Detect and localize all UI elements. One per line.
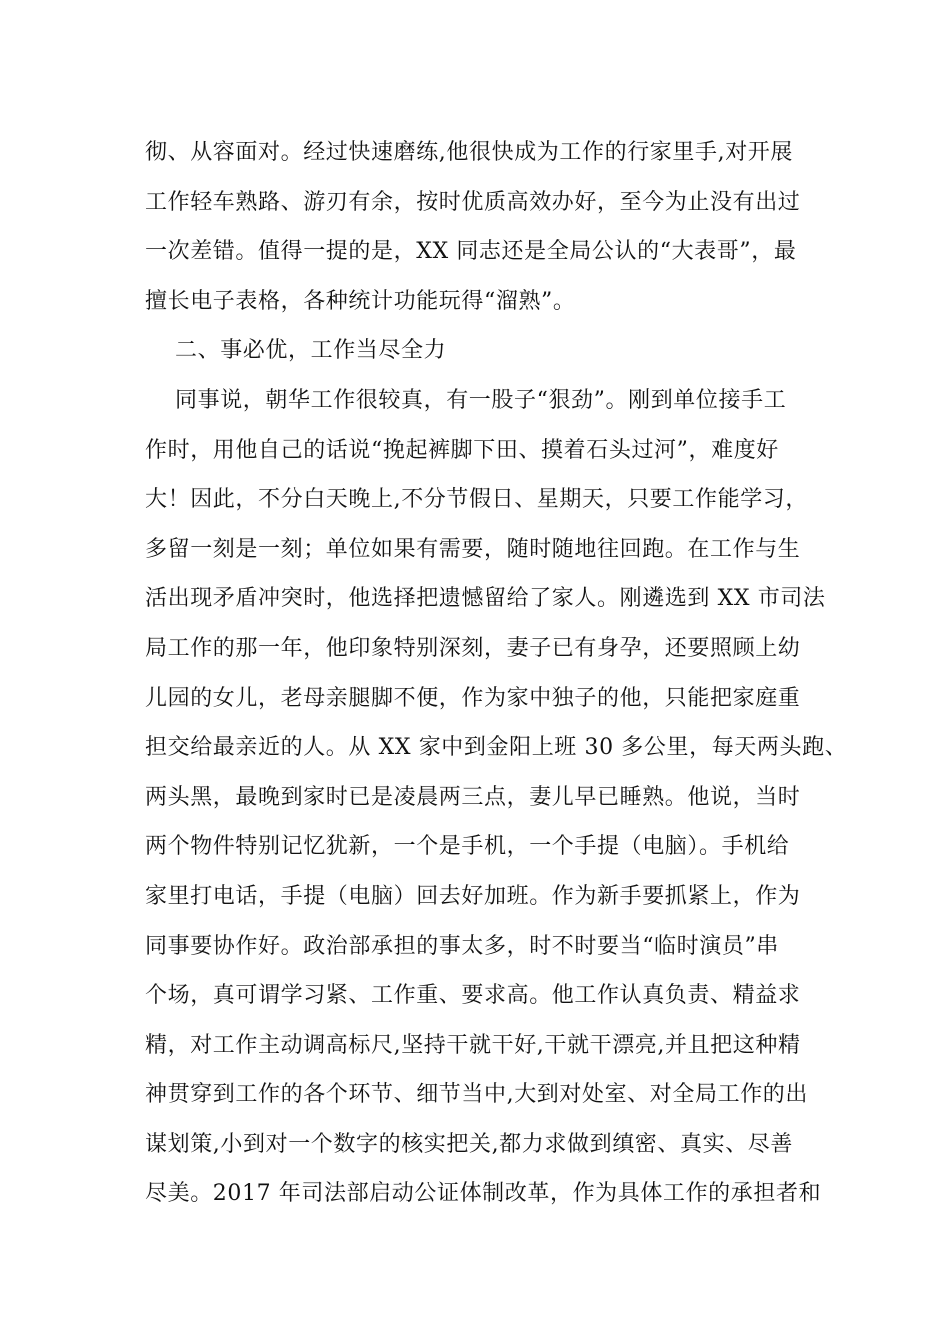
text-line: 彻、从容面对。经过快速磨练,他很快成为工作的行家里手,对开展 (145, 140, 793, 165)
text-line: 活出现矛盾冲突时，他选择把遗憾留给了家人。刚遴选到 XX 市司法 (145, 586, 826, 612)
text-line: 工作轻车熟路、游刃有余，按时优质高效办好，至今为止没有出过 (145, 189, 801, 215)
text-line: 两头黑，最晚到家时已是凌晨两三点，妻儿早已睡熟。他说，当时 (145, 784, 801, 810)
text-line: 作时，用他自己的话说“挽起裤脚下田、摸着石头过河”，难度好 (145, 437, 779, 463)
text-line: 一次差错。值得一提的是，XX 同志还是全局公认的“大表哥”，最 (145, 239, 797, 265)
text-line: 神贯穿到工作的各个环节、细节当中,大到对处室、对全局工作的出 (145, 1082, 808, 1108)
text-line: 同事说，朝华工作很较真，有一股子“狠劲”。刚到单位接手工 (175, 387, 787, 413)
text-line: 擅长电子表格，各种统计功能玩得“溜熟”。 (145, 288, 576, 314)
text-line: 担交给最亲近的人。从 XX 家中到金阳上班 30 多公里，每天两头跑、 (145, 735, 848, 761)
section-heading: 二、事必优，工作当尽全力 (175, 338, 447, 364)
body-text (145, 128, 848, 1219)
text-line: 家里打电话，手提（电脑）回去好加班。作为新手要抓紧上，作为 (145, 883, 801, 909)
text-line: 谋划策,小到对一个数字的核实把关,都力求做到缜密、真实、尽善 (145, 1131, 793, 1157)
text-line: 尽美。2017 年司法部启动公证体制改革，作为具体工作的承担者和 (145, 1181, 822, 1207)
text-line: 大！因此，不分白天晚上,不分节假日、星期天，只要工作能学习， (145, 487, 808, 513)
text-line: 精，对工作主动调高标尺,坚持干就干好,干就干漂亮,并且把这种精 (145, 1032, 801, 1058)
text-line: 儿园的女儿，老母亲腿脚不便，作为家中独子的他，只能把家庭重 (145, 685, 801, 711)
text-line: 同事要协作好。政治部承担的事太多，时不时要当“临时演员”串 (145, 933, 779, 959)
text-line: 两个物件特别记忆犹新，一个是手机，一个手提（电脑）。手机给 (145, 834, 790, 860)
text-line: 局工作的那一年，他印象特别深刻，妻子已有身孕，还要照顾上幼 (145, 635, 801, 661)
text-line: 个场，真可谓学习紧、工作重、要求高。他工作认真负责、精益求 (145, 983, 801, 1009)
text-line: 多留一刻是一刻；单位如果有需要，随时随地往回跑。在工作与生 (145, 536, 801, 562)
